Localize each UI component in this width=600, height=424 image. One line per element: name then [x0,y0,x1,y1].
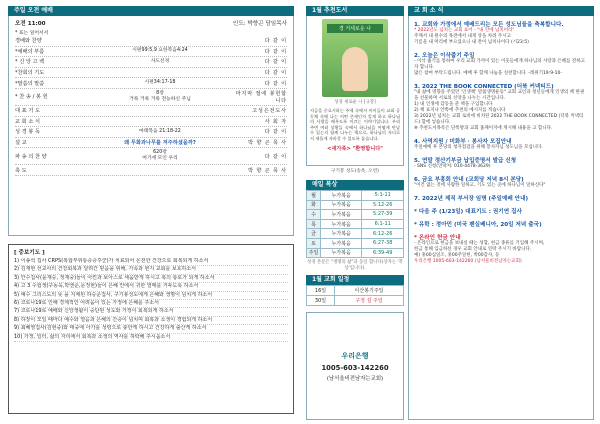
worship-detail-line: 여기에 모인 우리 [142,156,178,162]
prayer-item: 4) 고 3 수험생(구동욱,박엔준,문정현)들이 은혜 안에서 귀한 열매를 거두도록 하소서 [14,283,288,291]
reading-day: 금 [307,229,321,239]
reading-header: 매일 복상 [306,180,404,190]
reading-book: 누가복음 [321,200,362,210]
news-item-title: 4. 사역지원 / 미화부 · 봉사자 모집안내 [414,139,512,145]
worship-row [15,78,287,89]
new-family-welcome: <새가족> "환영합니다" [327,145,383,152]
prayer-item: 6) 코로나19로 인해 경제적인 어려움이 있는 가정에 은혜를 주소서 [14,300,288,308]
worship-row [15,89,287,106]
news-item-title: 7. 2022년 제직 부서장 임명 (주일예배 안내) [414,196,529,202]
prayer-item: 1) 이송석 집사 CRPS(복합부위통증증후군)가 치료되어 온전한 건강으로 회복되게 하소서 [14,258,288,266]
reading-day: 월 [307,191,321,201]
news-item-line: 2) 책 표지나 안쪽에 추천의 메시지를 적습니다 [414,108,506,113]
reading-ref: 6:1-11 [362,219,404,229]
prayer-item: 10) 가정, 일터, 삶의 자리에서 회복과 소생의 역사를 허락해 주시옵소서 [14,334,288,342]
worship-row [15,106,287,117]
worship-row [15,117,287,128]
reading-row [307,238,404,248]
worship-detail-line: 8장 [156,90,164,96]
worship-header: 주일 오전 예배 [8,6,294,16]
worship-item-name: 축 도 [15,167,27,174]
reading-day: 수 [307,210,321,220]
news-item-line: 기름을 내 머리에 부으셨으니 내 잔이 넘치나이다 (시23:5) [414,40,529,45]
news-item-line: 헌금 통해 입금하실 경우 교회 안내로 연락 주시기 바랍니다. [414,247,532,252]
worship-item-detail [85,48,235,54]
worship-item-name: 파 송 의 찬 양 [15,153,47,160]
worship-detail-line: 시편99:5,9 요한복음4:24 [132,48,188,54]
worship-note: * 표는 일어서서 [15,31,49,36]
prayer-item: 7) 코로나19로 예배와 신앙생활이 중단된 성도와 가정이 회복되게 하소서 [14,308,288,316]
worship-detail-line: 620장 [153,150,167,156]
worship-row [15,36,287,47]
reading-day: 화 [307,200,321,210]
recommended-book [306,16,404,166]
news-item-title: 5. 연말 정산기부금 납입증명서 발급 신청 [414,158,517,164]
worship-item-person: 다 같 이 [264,59,287,66]
news-item-line: * 2022년도 넘치는 교회 표어 - "내 안에 넘치어라" [414,28,515,33]
worship-row [15,57,287,68]
reading-day: 목 [307,219,321,229]
worship-row [15,68,287,79]
worship-item-name: * 찬 송 / 봉 헌 [15,94,48,101]
worship-item-name: 교 회 소 식 [15,118,40,125]
book-header: 1월 추천도서 [306,6,404,16]
worship-item-detail [85,80,235,86]
reading-day: 주일 [307,248,321,258]
worship-item-person: 고성은전도사 [252,108,287,115]
worship-item-person: 다 같 이 [264,153,287,160]
prayer-item: 9) 최혜영집사(김현중)와 태중에 아가를 성령으로 충만케 하시고 건강하게 출산케 하소서 [14,325,288,333]
worship-item-person: 다 같 이 [264,38,287,45]
news-item-line: 많은 참여 부탁드립니다. 예배 후 함께 나눔을 실천합니다. -레위기19:9-10- [414,71,563,76]
new-family-names: 구기봉 성도(송옥, 오빈) [331,169,379,174]
reading-ref: 5:1-11 [362,191,404,201]
news-item-line: ※ 추천도서목록은 단톡방과 교회 홈페이지에 게시해 내용을 고 합니다. [414,126,553,131]
worship-item-person: 다 같 이 [264,70,287,77]
reading-book: 누가복음 [321,229,362,239]
worship-item-person: 박 향 곤 목 사 [248,140,287,147]
reading-book: 누가복음 [321,191,362,201]
schedule-event: 이산봉기주일 [335,286,404,296]
news-item-line: - 온라인으로 헌금을 보내실 때는 성함, 헌금 종류를 기입해 주시며, [414,241,545,246]
prayer-item: 5) 예수 그리스도의 뜻 을 지체된 하승준집사, 구기봉성도에게 은혜와 생명이 넘치게 하소서 [14,292,288,300]
worship-info [15,19,287,27]
account-number: 1005-603-142260 [321,363,389,372]
news-item-line: 1) 내 인생에 감동을 준 책을 구입합니다 [414,102,493,107]
worship-row [15,165,287,176]
worship-item-person: 마지막 절에 봉헌합니다 [235,90,287,104]
news-item-line: - SNS 신청(연락처: 010-4478-3629) [414,164,491,169]
bank-name: 우리은행 [341,351,369,360]
worship-item-person: 다 같 이 [264,129,287,136]
account-holder: (남서울비전남자는교회) [326,375,384,382]
worship-item-detail [85,140,235,146]
news-item-line: - 이삭 줍기를 통하여 우리 교회 가까이 있는 이웃들에게 하나님의 사랑과 은혜를 전하고자 합니다. [414,59,585,70]
schedule-event: 구정 설 주일 [335,296,404,306]
worship-detail-line: 거룩 거룩 거룩 전능하신 주님 [129,96,191,102]
book-caption: 성경 새로운 나 [규장] [334,100,376,105]
reading-row [307,229,404,239]
reading-note: 성경 본문은 "생명의 삶"과 동일 합니다(상자는 '복상'입니다). [307,260,403,271]
worship-item-name: *말씀의 말씀 [15,80,45,87]
prayer-title: [ 중보기도 ] [14,250,45,256]
worship-item-detail [85,91,235,103]
reading-row [307,191,404,201]
worship-item-name: 설 교 [15,140,27,147]
worship-item-detail [85,129,235,135]
schedule-header: 1월 교회 일정 [306,275,404,285]
reading-row [307,248,404,258]
worship-item-name: *예배의 부름 [15,48,45,55]
news-header: 교 회 소 식 [408,6,594,16]
worship-item-person: 다 같 이 [264,80,287,87]
news-item-title: * 유학 : 정아민 (미국 펜실베니아, 20일 저녁 출국) [414,222,542,228]
reading-day: 토 [307,238,321,248]
schedule-date: 30일 [307,296,335,306]
worship-leader: 인도: 박향곤 담임목사 [232,21,287,27]
news-item-title: * 다음 주 (1/23일) 대표기도 : 권기연 집사 [414,209,522,215]
schedule-table [306,285,404,306]
church-news [408,16,594,420]
news-item-title: 6. 금요 부흥회 안내 (교회당 저녁 8시 본당) [414,177,524,183]
reading-ref: 6:39-49 [362,248,404,258]
prayer-item: 2) 김재현 선교사의 건강회복과 달려간 믿음을 위해, 가족과 현지 교회를 보호하소서 [14,266,288,274]
worship-order [8,16,294,236]
reading-ref: 5:27-39 [362,210,404,220]
reading-book: 누가복음 [321,219,362,229]
news-item-line: 예) 홍00십일조, 홍00주일헌, 박00감사, 등 [414,253,500,258]
schedule-date: 16일 [307,286,335,296]
news-item-line: 주께서 내 원수의 목전에서 내게 상을 차려 주시고 [414,34,511,39]
news-item-line: 우리은행 1005-603-142260 (남서울비전남자는교회) [414,259,522,264]
worship-item-person: 사 회 자 [264,118,287,125]
reading-book: 누가복음 [321,238,362,248]
reading-ref: 5:12-26 [362,200,404,210]
worship-item-person: 다 같 이 [264,48,287,55]
reading-ref: 6:27-38 [362,238,404,248]
reading-book: 누가복음 [321,248,362,258]
news-item-line: 주일예배 후 본당의 청자점검을 위해 봉사자님 성도님을 모십니다. [414,145,543,150]
schedule-row [307,296,404,306]
prayer-item: 3) 안수집사(윤재승, 정재중)들이 아킨과 보아스로 세움받게 하시고 복의 통로가 되게 하소서 [14,275,288,283]
news-item-line: "내 삶에 영향을 주었던 '인생책' 말씀생명운동" 교회 교인과 청년들에게 인생의 책 한권을 선물하며 서로의 신앙을 나누는 시간입니다. [414,90,585,101]
cover-title: 경 거세로운 나 [327,24,383,33]
news-item-line: 3) 2022년 넘치는 교회 로비에 비치된 2022 THE BOOK CONNECTED (더북 커넥티드) 함에 넣습니다. [414,114,584,125]
worship-detail-line: 사도신경 [150,58,170,64]
news-item-title: 1. 교회와 가정에서 예배드리는 모든 성도님들을 축복합니다. [414,22,564,28]
worship-item-name: 경배와 찬양 [15,38,42,45]
child-illustration [342,47,368,91]
reading-row [307,210,404,220]
prayer-item: 8) 하장이 모일 때마다 예수와 열음과 은혜의 간증이 넘치며 회복과 소생이 경험되게 하소서 [14,317,288,325]
reading-row [307,219,404,229]
news-item-title: 3. 2022 THE BOOK CONNECTED (더북 커넥티드) [414,84,554,90]
intercession-prayer [8,244,294,414]
worship-detail-line: 마태복음 21:18-22 [139,128,181,134]
right-page [300,0,600,424]
worship-item-name: *찬회의 기도 [15,70,45,77]
reading-row [307,200,404,210]
worship-item-name: * 신 앙 고 백 [15,59,45,66]
worship-row [15,127,287,138]
worship-item-detail [85,59,235,65]
worship-time: 오전 11:00 [15,21,46,27]
worship-detail-line: 왜 무화과나무를 저주하셨을까? [124,139,196,146]
reading-book: 누가복음 [321,210,362,220]
worship-row [15,47,287,58]
worship-row [15,148,287,165]
worship-item-person: 박 향 곤 목 사 [248,167,287,174]
worship-item-detail [85,150,235,162]
book-description: 지금을 중요시하는 주제 속에서 아이들이 교회 공동체 속에 나는 어떤 존재인지 알게 하고 하나님의 사랑을 배우도록 이끄는 이야기입니다. 우리 주변 여러 상황들 속에서 하나님을 어떻게 만날 수 있는지 함께 나누는 책으로, 하나님의 자녀로서 새롭게 자라갈 수 있도록 돕습니다. [310,108,400,141]
book-cover-image [322,19,388,97]
worship-detail-line: 시편34:17-18 [144,80,176,86]
worship-row [15,138,287,149]
schedule-row [307,286,404,296]
offering-account [306,312,404,420]
reading-ref: 6:12-26 [362,229,404,239]
worship-item-name: 대 표 기 도 [15,108,40,115]
worship-item-name: 성 경 봉 독 [15,129,40,136]
news-item-line: "이건 없는 것에 사람한 일하고, 기도 있는 곳에 하나님이 일하신다" [414,183,546,188]
news-item-title: * 온라인 헌금 안내 [414,235,461,241]
reading-table [306,190,404,258]
news-item-title: 2. 오늘은 이삭줍기 주일 [414,53,475,59]
